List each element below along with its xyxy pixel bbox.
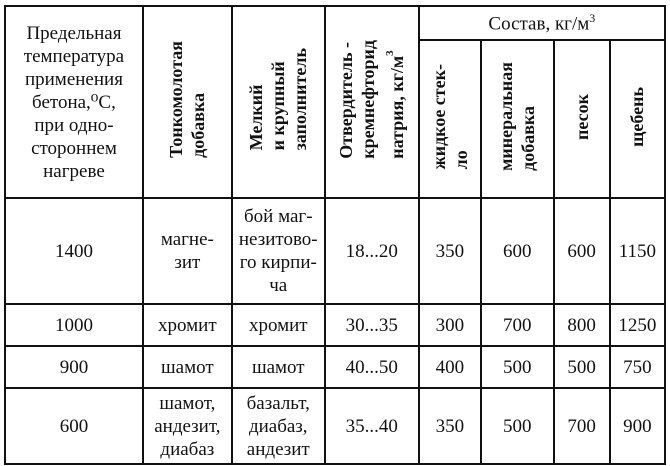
table-row	[5, 388, 665, 464]
cell-liquid-glass: 300	[419, 304, 481, 346]
header-hardener-line	[379, 40, 408, 159]
cell-additive-line: андезит,	[154, 415, 221, 437]
header-sand	[554, 40, 610, 198]
header-hardener	[325, 6, 419, 198]
header-hardener-unit-sup: 3	[384, 50, 397, 56]
cell-temperature: 900	[5, 346, 143, 388]
cell-aggregate	[232, 304, 325, 346]
cell-aggregate	[232, 346, 325, 388]
header-hardener-line: кремнефторид	[358, 40, 379, 159]
header-aggregate-line: Мелкий	[246, 84, 267, 151]
header-temperature-line: нагреве	[43, 160, 105, 182]
header-mineral-additive	[481, 40, 554, 198]
header-liquid-glass-line: ло	[450, 150, 471, 170]
cell-temperature: 1000	[5, 304, 143, 346]
header-temperature-line: применения	[24, 68, 123, 90]
cell-gravel: 900	[610, 388, 665, 464]
header-gravel-label: щебень	[627, 86, 648, 147]
header-composition-label: Состав, кг/м	[488, 13, 590, 35]
cell-additive-line: шамот	[161, 356, 214, 378]
cell-additive	[143, 346, 232, 388]
cell-aggregate-line: бой маг-	[243, 206, 313, 227]
header-composition-unit-sup: 3	[589, 10, 596, 25]
table-row	[5, 304, 665, 346]
cell-mineral-additive: 700	[481, 304, 554, 346]
header-aggregate-line: заполнитель	[290, 48, 311, 151]
header-fine-additive	[143, 6, 232, 198]
cell-mineral-additive: 600	[481, 198, 554, 304]
header-temperature	[5, 6, 143, 198]
cell-hardener: 18...20	[325, 198, 419, 304]
table-row	[5, 198, 665, 304]
cell-aggregate-line: андезит	[246, 438, 310, 460]
header-gravel	[610, 40, 665, 198]
cell-additive-line: магне-	[160, 229, 214, 250]
cell-additive	[143, 198, 232, 304]
cell-liquid-glass: 350	[419, 388, 481, 464]
cell-sand: 800	[554, 304, 610, 346]
header-temperature-line: бетона,⁰C,	[32, 91, 116, 113]
header-aggregate	[232, 6, 325, 198]
header-sand-label: песок	[571, 93, 592, 140]
cell-additive	[143, 304, 232, 346]
cell-gravel: 1150	[610, 198, 665, 304]
cell-additive-line: шамот,	[159, 392, 216, 414]
cell-temperature: 600	[5, 388, 143, 464]
cell-aggregate-line: ча	[269, 275, 288, 296]
header-hardener-unit: натрия, кг/м	[387, 55, 408, 159]
cell-aggregate-line: го кирпи-	[239, 252, 317, 273]
header-fine-additive-line: добавка	[188, 92, 209, 158]
cell-aggregate	[232, 388, 325, 464]
cell-aggregate-line: диабаз,	[248, 415, 308, 437]
header-temperature-line: стороннем	[31, 137, 117, 159]
header-temperature-line: температура	[23, 45, 125, 67]
cell-additive-line: хромит	[158, 314, 217, 336]
cell-mineral-additive: 500	[481, 388, 554, 464]
table-row	[5, 346, 665, 388]
cell-liquid-glass: 350	[419, 198, 481, 304]
cell-temperature: 1400	[5, 198, 143, 304]
cell-aggregate-line: хромит	[248, 314, 308, 336]
cell-aggregate	[232, 198, 325, 304]
header-liquid-glass	[419, 40, 481, 198]
cell-additive-line: зит	[174, 252, 201, 273]
header-composition	[419, 6, 665, 40]
cell-aggregate-line: незитово-	[238, 229, 318, 250]
composition-table	[4, 5, 666, 465]
cell-hardener: 30...35	[325, 304, 419, 346]
cell-additive-line: диабаз	[160, 438, 215, 460]
header-fine-additive-line: Тонкомолотая	[166, 41, 187, 158]
cell-aggregate-line: базальт,	[246, 392, 310, 414]
cell-mineral-additive: 500	[481, 346, 554, 388]
cell-hardener: 40...50	[325, 346, 419, 388]
cell-sand: 500	[554, 346, 610, 388]
header-temperature-line: Предельная	[26, 22, 122, 44]
header-mineral-additive-line: добавка	[518, 106, 539, 171]
header-temperature-line: при одно-	[34, 114, 114, 136]
cell-additive	[143, 388, 232, 464]
cell-sand: 600	[554, 198, 610, 304]
header-liquid-glass-line: жидкое стек-	[428, 63, 449, 170]
header-hardener-line: Отвердитель -	[336, 42, 357, 159]
header-mineral-additive-line: минеральная	[496, 62, 517, 171]
cell-aggregate-line: шамот	[251, 356, 305, 378]
cell-hardener: 35...40	[325, 388, 419, 464]
cell-liquid-glass: 400	[419, 346, 481, 388]
cell-gravel: 750	[610, 346, 665, 388]
cell-gravel: 1250	[610, 304, 665, 346]
cell-sand: 700	[554, 388, 610, 464]
header-aggregate-line: и крупный	[268, 61, 289, 151]
